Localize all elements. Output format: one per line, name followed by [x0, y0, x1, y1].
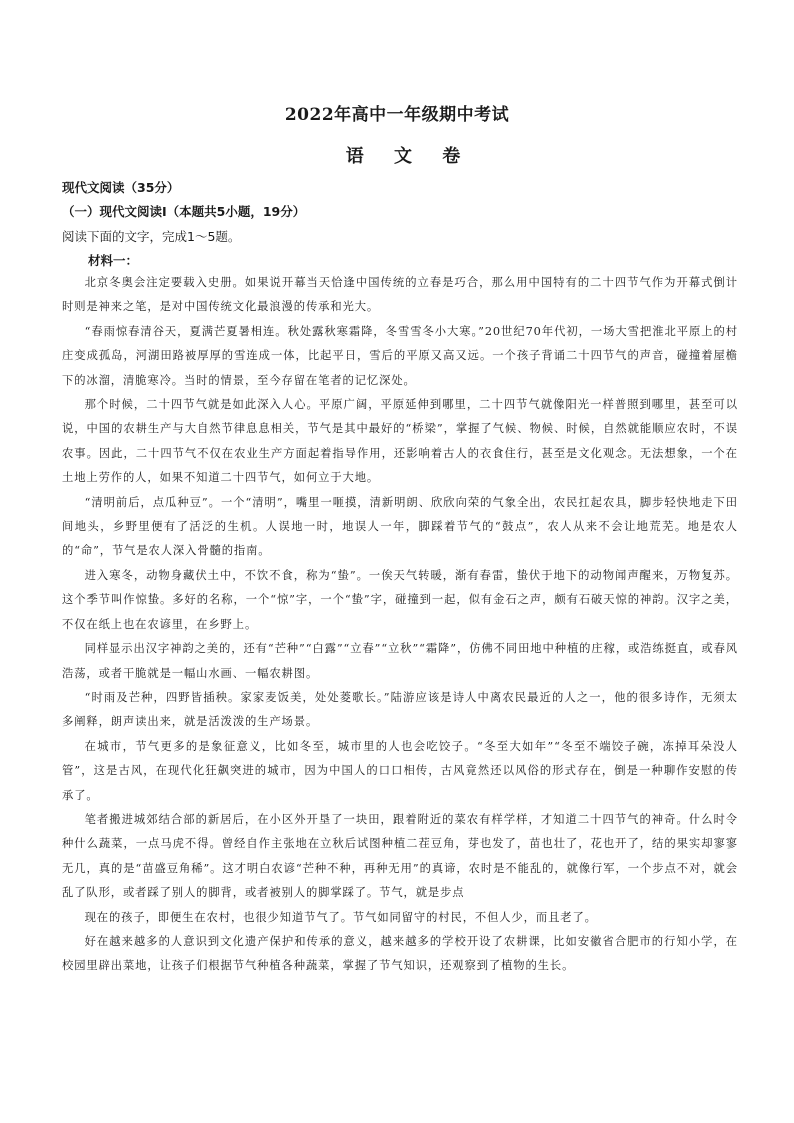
reading-instruction: 阅读下面的文字，完成1～5题。	[62, 229, 241, 244]
paragraph: 北京冬奥会注定要载入史册。如果说开幕当天恰逢中国传统的立春是巧合，那么用中国特有的二十四节气作为开幕式倒计时则是神来之笔，是对中国传统文化最浪漫的传承和光大。	[62, 276, 738, 314]
passage-body	[62, 271, 738, 979]
paragraph: 那个时候，二十四节气就是如此深入人心。平原广阔，平原延伸到哪里，二十四节气就像阳光一样普照到哪里，甚至可以说，中国的农耕生产与大自然节律息息相关，节气是其中最好的“桥梁”，掌握了气候、物候、时候，自然就能顺应农时，不误农事。因此，二十四节气不仅在农业生产方面起着指导作用，还影响着古人的衣食住行，甚至是文化观念。无法想象，一个在土地上劳作的人，如果不知道二十四节气，如何立于大地。	[62, 398, 738, 485]
paragraph: “时雨及芒种，四野皆插秧。家家麦饭美，处处菱歌长。”陆游应该是诗人中离农民最近的人之一，他的很多诗作，无须太多阐释，朗声读出来，就是活泼泼的生产场景。	[62, 690, 738, 729]
paragraph: “清明前后，点瓜种豆”。一个“清明”，嘴里一咂摸，清新明朗、欣欣向荣的气象全出，农民扛起农具，脚步轻快地走下田间地头，乡野里便有了活泛的生机。人误地一时，地误人一年，脚踩着节气的“鼓点”，农人从来不会让地荒芜。地是农人的“命”，节气是农人深入骨髓的指南。	[62, 495, 738, 558]
paragraph: “春雨惊春清谷天，夏满芒夏暑相连。秋处露秋寒霜降，冬雪雪冬小大寒。”20世纪70年代初，一场大雪把淮北平原上的村庄变成孤岛，河湖田路被厚厚的雪连成一体，比起平日，雪后的平原又高又远。一个孩子背诵二十四节气的声音，碰撞着屋檐下的冰溜，清脆寒冷。当时的情景，至今存留在笔者的记忆深处。	[62, 324, 738, 387]
paragraph: 笔者搬进城郊结合部的新居后，在小区外开垦了一块田，跟着附近的菜农有样学样，才知道二十四节气的神奇。什么时令种什么蔬菜，一点马虎不得。曾经自作主张地在立秋后试图种植二茬豆角，芽也发了，苗也壮了，花也开了，结的果实却寥寥无几，真的是“苗盛豆角稀”。这才明白农谚“芒种不种，再种无用”的真谛，农时是不能乱的，就像行军，一个步点不对，就会乱了队形，或者踩了别人的脚背，或者被别人的脚掌踩了。节气，就是步点	[62, 812, 738, 900]
paragraph: 好在越来越多的人意识到文化遗产保护和传承的意义，越来越多的学校开设了农耕课，比如安徽省合肥市的行知小学，在校园里辟出菜地，让孩子们根据节气种植各种蔬菜，掌握了节气知识，还观察到了植物的生长。	[62, 934, 738, 973]
paragraph: 现在的孩子，即便生在农村，也很少知道节气了。节气如同留守的村民，不但人少，而且老了。	[84, 910, 597, 924]
exam-title: 2022年高中一年级期中考试	[284, 105, 510, 125]
subject-title: 语 文 卷	[345, 146, 473, 167]
paragraph: 同样显示出汉字神韵之美的，还有“芒种”“白露”“立春”“立秋”“霜降”，仿佛不同田地中种植的庄稼，或浩练挺直，或春风浩荡，或者干脆就是一幅山水画、一幅农耕图。	[62, 642, 738, 680]
section-heading: 现代文阅读（35分）	[62, 180, 180, 195]
material-label: 材料一：	[88, 253, 139, 268]
paragraph: 在城市，节气更多的是象征意义，比如冬至，城市里的人也会吃饺子。“冬至大如年”“冬至不端饺子碗，冻掉耳朵没人管”，这是古风，在现代化狂飙突进的城市，因为中国人的口口相传，古风竟然还以风俗的形式存在，倒是一种聊作安慰的传承了。	[62, 739, 738, 802]
sub-section-heading: （一）现代文阅读Ⅰ（本题共5小题，19分）	[62, 204, 306, 219]
paragraph: 进入寒冬，动物身藏伏土中，不饮不食，称为“蛰”。一俟天气转暖，渐有春雷，蛰伏于地下的动物闻声醒来，万物复苏。这个季节叫作惊蛰。多好的名称，一个“惊”字，一个“蛰”字，碰撞到一起，似有金石之声，颇有石破天惊的神韵。汉字之美，不仅在纸上也在农谚里，在乡野上。	[62, 568, 738, 631]
